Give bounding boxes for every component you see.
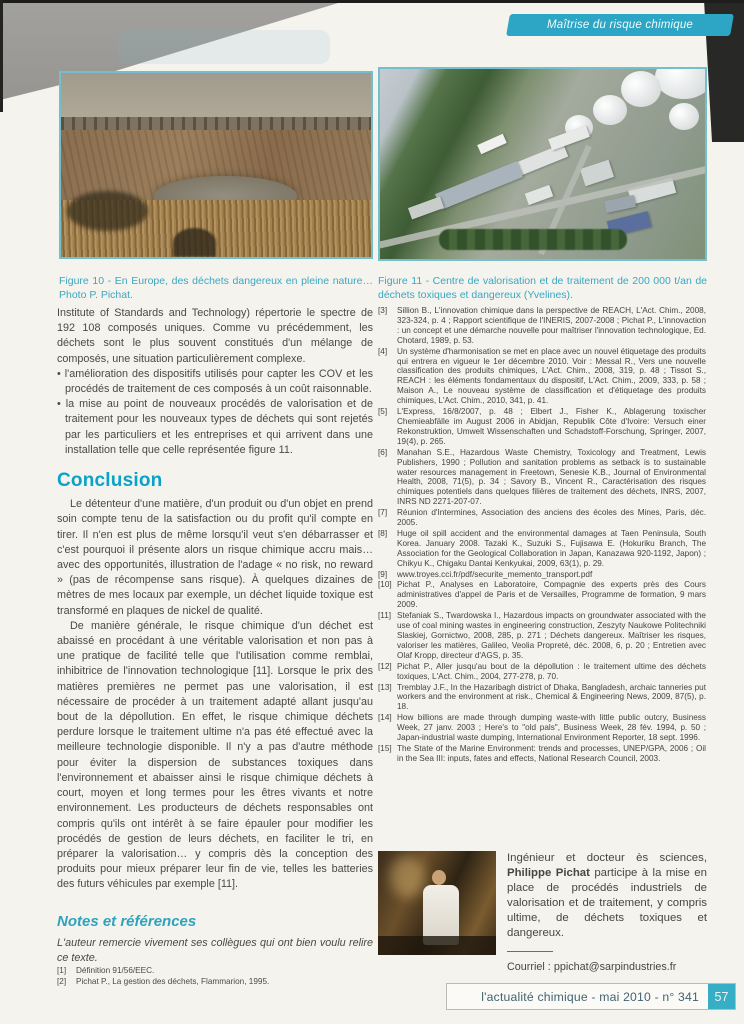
reference-item [57,966,373,976]
reference-label: [6] [378,447,388,457]
bio-text: Ingénieur et docteur ès sciences, [507,852,707,864]
author-email: ppichat@sarpindustries.fr [553,961,677,973]
reference-label: [11] [378,611,392,621]
left-column [57,306,373,988]
notes-heading: Notes et références [57,912,197,930]
photo-bush [173,228,216,257]
email-label: Courriel : [507,961,554,973]
section-banner [506,14,734,36]
author-box [378,851,707,975]
reference-label: [7] [378,508,388,518]
author-email-line [507,960,707,975]
reference-label: [13] [378,682,392,692]
reference-item [378,508,706,528]
photo-person-head [432,870,446,885]
reference-label: [1] [57,966,67,976]
author-bio [496,851,707,975]
conclusion-paragraph: De manière générale, le risque chimique d'un déchet est abaissé en procédant à une véritable valorisation et non pas à une pratique de facilité telle que l'utilisation comme remblai, inhibitrice de l'innovation technologique [11]. Lorsque le prix des matières premières ne permet pas une valorisation, il est nécessaire de procéder à un traitement adapté allant jusqu'au bout de la dépollution. En effet, le risque chimique déchets perdure lorsque le traitement ultime n'a pas été effectué avec la meilleure technologie disponible. Il n'y a pas d'autre méthode pour éviter la dispersion de substances toxiques dans l'environnement et abaisser ainsi le risque chimique déchets à court, moyen et long termes pour les êtres vivants et notre environnement. Les producteurs de déchets responsables ont compris qu'ils ont intérêt à se faire épauler pour modifier les procédés de gestion de leurs déchets, en faciliter le tri, en préparer la valorisation… y compris dès la conception des produits pour mieux préparer leur fin de vie, telles les batteries des futurs véhicules par exemple [11]. [57,619,373,891]
references-column [378,306,706,765]
figure-10-image [59,71,373,259]
reference-label: [14] [378,713,392,723]
reference-text: Définition 91/56/EEC. [76,966,155,976]
reference-text: Manahan S.E., Hazardous Waste Chemistry, Toxicology and Treatment, Lewis Publishers, 1990 ; Pollution and sanitation problems as setback is to sustainable water resources management in Freetown, Senesie K.B., Journal of Environmental Health, 2008, 71(5), p. 34 ; Savory B., Vincent R., Caractérisation des risques chimiques potentiels dans quelques filières de traitement des déchets, INRS, 2007, INRS ND 2271-207-07. [397,447,706,507]
reference-label: [5] [378,407,388,417]
reference-label: [4] [378,346,388,356]
acknowledgement-note: L'auteur remercie vivement ses collègues qui ont bien voulu relire ce texte. [57,936,373,964]
photo-lab-bench [378,936,496,955]
reference-text: Tremblay J.F., In the Hazaribagh district of Dhaka, Bangladesh, archaic tanneries put workers and the environment at risk., Chemical & Engineering News, 2009, 87(5), p. 18. [397,682,706,712]
reference-item [378,570,706,580]
reference-text: The State of the Marine Environment: trends and processes, UNEP/GPA, 2006 ; Oil in the Sea III: inputs, fates and effects, National Research Council, 2003. [397,743,706,763]
figure-11-caption: Figure 11 - Centre de valorisation et de traitement de 200 000 t/an de déchets toxiques et dangereux (Yvelines). [378,274,707,301]
reference-item [378,580,706,610]
bio-text: participe à la mise en place de procédés industriels de valorisation et de traitement, y compris ultime, de déchets toxiques et dangereux. [507,867,707,939]
ink-bleed-through [118,30,330,64]
photo-tree-row [439,229,628,250]
reference-text: Huge oil spill accident and the environmental damages at Taen Peninsula, South Korea. January 2008. Tazaki K., Suzuki S., Fujisawa E. (Hokuriku Branch, The Association for the Geological Collaboration in Japan, Kanazawa 920-1192, Japon) ; Chikyu K., Chigaku Dantai Kenkyukai, 2009, 63(1), p. 29. [397,528,706,568]
photo-highlight [390,856,425,898]
figure-10-caption: Figure 10 - En Europe, des déchets dangereux en pleine nature… Photo P. Pichat. [59,274,373,301]
reference-item [378,347,706,406]
author-photo [378,851,496,955]
reference-text: www.troyes.cci.fr/pdf/securite_memento_transport.pdf [397,569,593,579]
section-banner-label: Maîtrise du risque chimique [546,19,694,31]
reference-item [378,529,706,569]
intro-paragraph: Institute of Standards and Technology) répertorie le spectre de 192 108 composés uniques. Comme vu précédemment, les déchets sont le plus souvent constitués d'un mélange de composés, une situation particulièrement complexe. [57,307,373,365]
bullet-item: • la mise au point de nouveaux procédés de valorisation et de traitement pour les nouveaux types de déchets qui sont rejetés par les particuliers et les entreprises et qui arrivent dans une installation telle que celle représentée figure 11. [57,398,373,456]
reference-text: Réunion d'Intermines, Association des anciens des écoles des Mines, Paris, déc. 2005. [397,508,706,528]
figure-11-image [378,67,707,261]
reference-label: [3] [378,306,388,315]
photo-storage-tank [621,71,661,107]
reference-item [378,306,706,346]
journal-footer-text: l'actualité chimique - mai 2010 - n° 341 [481,989,699,1004]
reference-label: [15] [378,743,392,753]
page-number-badge: 57 [708,984,735,1009]
footer-bar [446,983,736,1010]
reference-label: [2] [57,977,67,987]
photo-storage-tank [593,95,627,125]
bullet-item: • l'amélioration des dispositifs utilisés pour capter les COV et les procédés de traitement de ces composés à un coût raisonnable. [57,367,373,396]
conclusion-heading: Conclusion [57,470,163,492]
reference-item [57,977,373,987]
reference-label: [12] [378,661,392,671]
reference-item [378,713,706,743]
reference-label: [10] [378,580,392,590]
scan-left-edge [0,0,3,112]
reference-text: How billions are made through dumping waste-with little public outcry, Business Week, 27 janv. 2003 ; Here's to "old pals", Business Week, 28 fév. 1994, p. 50 ; Japan-industrial waste dumping, International Environment Reporter, 18 sept. 1996. [397,713,706,743]
reference-item [378,683,706,713]
reference-item [378,448,706,507]
photo-storage-tank [669,103,699,130]
author-name: Philippe Pichat [507,867,590,879]
reference-text: Pichat P., Aller jusqu'au bout de la dépollution : le traitement ultime des déchets toxiques, L'Act. Chim., 2004, 277-278, p. 70. [397,661,706,681]
reference-text: Stefaniak S., Twardowska I., Hazardous impacts on groundwater associated with the use of coal mining wastes in engineering construction, Zeszyty Naukowe Politechniki Slaskiej, Gornictwo, 2008, 285, p. 271 ; Déchets dangereux. Maîtriser les risques, valoriser les matières, Galileo, Veolia Propreté, déc. 2008, 6, p. 20 ; Entretien avec Olaf Kropp, directeur d'AGS, p. 35. [397,611,706,660]
scan-top-edge [0,0,744,3]
author-bio-text [507,851,707,941]
reference-label: [9] [378,569,388,579]
conclusion-paragraph: Le détenteur d'une matière, d'un produit ou d'un objet en prend soin compte tenu de la satisfaction ou du profit qu'il compte en tirer. Il n'en est plus de même lorsqu'il veut s'en débarrasser et c'est pourquoi il présente alors un risque chimique accru mais… avec des opportunités, illustration de l'adage « no risk, no reward » (pas de récompense sans risque). À quelques dizaines de mètres de mes locaux par exemple, un déchet liquide toxique est transformé en plaques de nickel de qualité. [57,498,373,617]
reference-text: Sillion B., L'innovation chimique dans la perspective de REACH, L'Act. Chim., 2008, 323-324, p. 4 ; Rapport scientifique de l'INERIS, 2007-2008 ; Pichat P., L'innovaction : un concept et une démarche nouvelle pour maîtriser l'innovation technologique, Ed. Chotard, 1989, p. 53. [397,306,706,345]
photo-bush [67,191,148,231]
reference-item [378,662,706,682]
reference-item [378,407,706,447]
reference-item [378,744,706,764]
reference-item [378,611,706,661]
reference-text: Un système d'harmonisation se met en place avec un nouvel étiquetage des produits qui entrera en vigueur le 1er décembre 2010. Voir : Messal R., Vers une nouvelle classification des produits chimiques, L'Act. Chim., 2008, 319, p. 48 ; Tissot S., REACH : les éléments fondamentaux du dispositif, L'Act. Chim., 2009, 333, p. 58 ; Maison A., Le nouveau système de classification et d'étiquetage des produits chimiques, L'Act. Chim., 2010, 341, p. 41. [397,346,706,406]
photo-sky [61,73,371,121]
divider-line [507,951,553,952]
reference-text: Pichat P., Analyses en Laboratoire, Compagnie des experts près des Cours administratives d'appel de Paris et de Versailles, Programme de formation, 9 mars 2009. [397,580,706,610]
reference-label: [8] [378,528,388,538]
reference-text: Pichat P., La gestion des déchets, Flammarion, 1995. [76,977,270,987]
reference-text: L'Express, 16/8/2007, p. 48 ; Elbert J., Fisher K., Ablagerung toxischer Chemieabfälle im August 2006 in Abidjan, Republik Côte d'Ivoire: Versuch einer Rekonstruktion, Umwelt Wissenschaften und Schadstoff-Forschung, Springer, 2007, 19(4), p. 265. [397,407,706,446]
